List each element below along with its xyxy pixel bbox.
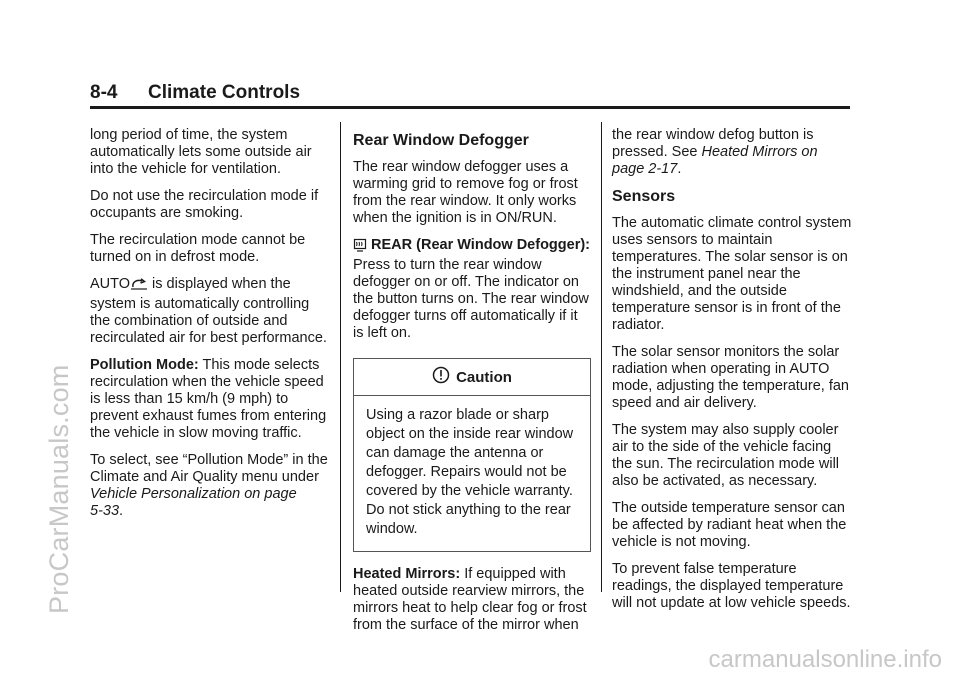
paragraph: long period of time, the system automatically lets some outside air into the vehicle for ventilation.: [90, 127, 312, 177]
cross-reference: Heated Mirrors on page 2‑17: [612, 144, 818, 177]
section-title: Climate Controls: [148, 82, 301, 103]
paragraph: REAR (Rear Window Defogger): Press to turn the rear window defogger on or off. The indicator on the button turns on. The rear window defogger turns off automatically if it is left on.: [353, 237, 591, 341]
column-1: [90, 127, 330, 530]
paragraph: Pollution Mode: This mode selects recirculation when the vehicle speed is less than 15 km/h (9 mph) to prevent exhaust fumes from entering the vehicle in slow moving traffic.: [90, 357, 327, 441]
paragraph: The solar sensor monitors the solar radiation when operating in AUTO mode, adjusting the temperature, fan speed and air delivery.: [612, 344, 849, 411]
pollution-mode-label: Pollution Mode:: [90, 357, 199, 373]
column-3: [612, 127, 852, 622]
column-2: [353, 127, 591, 644]
paragraph: the rear window defog button is pressed. See Heated Mirrors on page 2‑17.: [612, 127, 818, 177]
auto-label: AUTO: [90, 276, 131, 292]
paragraph: The recirculation mode cannot be turned on in defrost mode.: [90, 232, 306, 265]
caution-icon: [432, 366, 450, 388]
paragraph: The outside temperature sensor can be affected by radiant heat when the vehicle is not moving.: [612, 500, 847, 550]
recirculation-icon: [130, 277, 148, 296]
section-heading: Rear Window Defogger: [353, 132, 529, 149]
rear-defog-icon: [353, 238, 367, 257]
page-header: [90, 80, 850, 109]
paragraph: To prevent false temperature readings, the displayed temperature will not update at low vehicle speeds.: [612, 561, 851, 611]
heated-mirrors-label: Heated Mirrors:: [353, 566, 461, 582]
paragraph: The automatic climate control system uses sensors to maintain temperatures. The solar sensor is on the instrument panel near the windshield, and the outside temperature sensor is in front of the radiator.: [612, 215, 852, 333]
caution-text: Using a razor blade or sharp object on the inside rear window can damage the antenna or defogger. Repairs would not be covered by the vehicle warranty. Do not stick anything to the rear window.: [366, 407, 574, 537]
cross-reference: Vehicle Personalization on page 5‑33: [90, 486, 297, 519]
section-heading: Sensors: [612, 188, 676, 205]
watermark-bottom: carmanualsonline.info: [708, 646, 942, 673]
column-divider-1: [340, 122, 341, 592]
column-divider-2: [601, 122, 602, 592]
caution-box: [353, 358, 591, 552]
paragraph: To select, see “Pollution Mode” in the Climate and Air Quality menu under Vehicle Personalization on page 5‑33.: [90, 452, 328, 519]
page-number: 8-4: [90, 82, 118, 103]
paragraph: The system may also supply cooler air to the side of the vehicle facing the sun. The recirculation mode will also be activated, as necessary.: [612, 422, 840, 489]
watermark-left: ProCarManuals.com: [44, 364, 74, 614]
paragraph: AUTO is displayed when the system is automatically controlling the combination of outside and recirculated air for best performance.: [90, 276, 327, 346]
caution-title: Caution: [456, 368, 512, 386]
paragraph: Heated Mirrors: If equipped with heated outside rearview mirrors, the mirrors heat to help clear fog or frost from the surface of the mirror when: [353, 566, 587, 633]
paragraph: Do not use the recirculation mode if occupants are smoking.: [90, 188, 319, 221]
caution-header: [354, 359, 590, 396]
paragraph: The rear window defogger uses a warming grid to remove fog or frost from the rear window. It only works when the ignition is in ON/RUN.: [353, 159, 578, 226]
rear-defogger-label: REAR (Rear Window Defogger):: [371, 237, 591, 253]
